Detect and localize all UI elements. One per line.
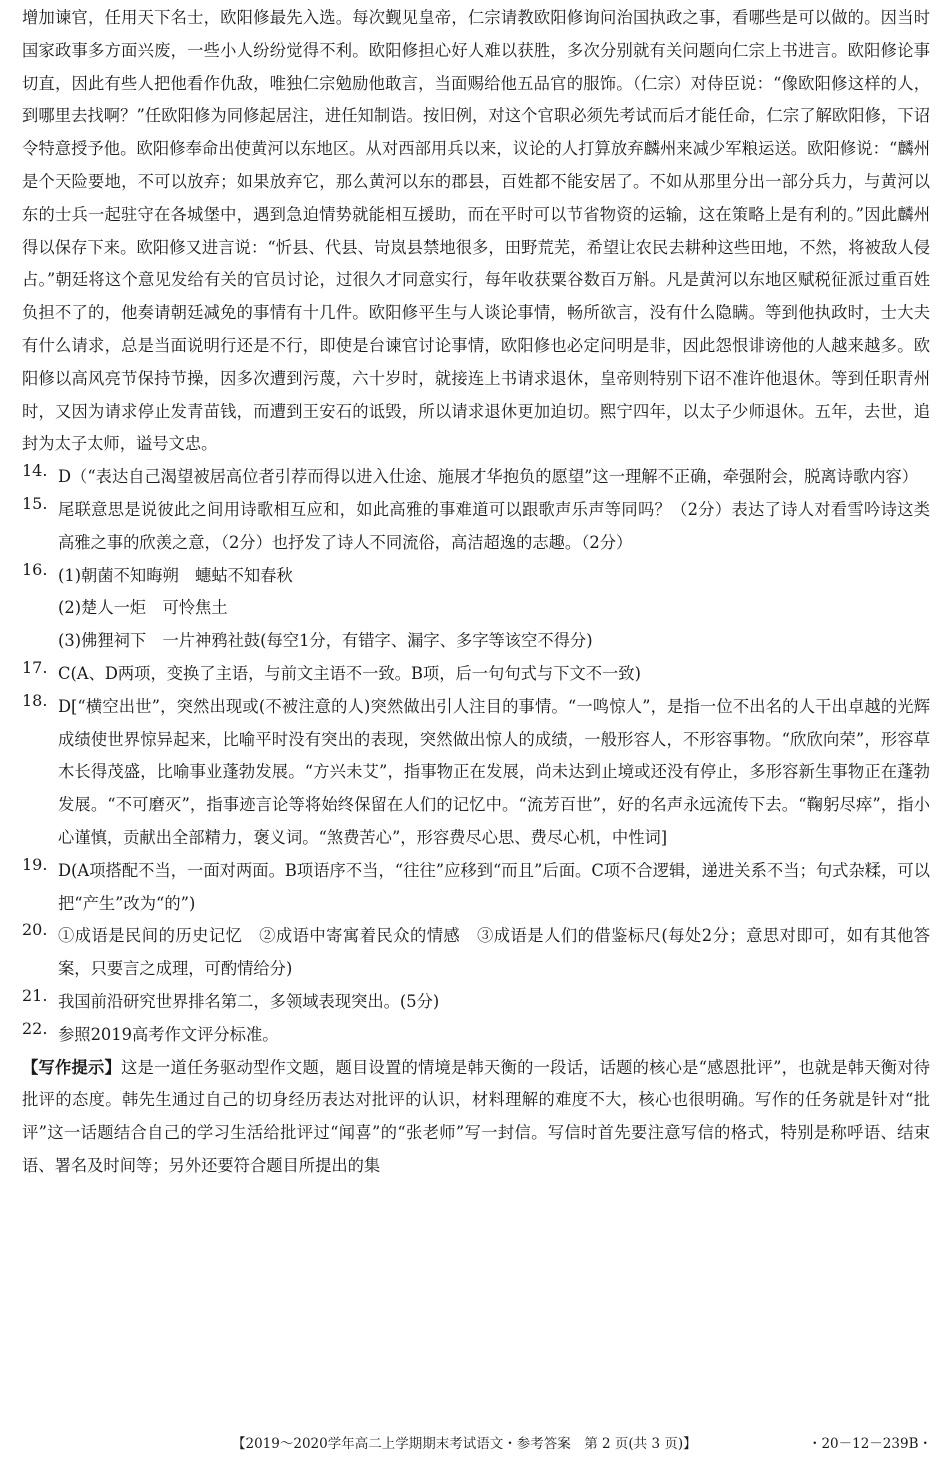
footer-code: ・20－12－239B・ xyxy=(807,1436,932,1452)
answer-item-20 xyxy=(22,920,930,986)
item-text: D[“横空出世”，突然出现或(不被注意的人)突然做出引人注目的事情。“一鸣惊人”，是指一位不出名的人干出卓越的光辉成绩使世界惊异起来，比喻平时没有突出的表现，突然做出惊人的成绩，一般形容人，不形容事物。“欣欣向荣”，形容草木长得茂盛，比喻事业蓬勃发展。“方兴未艾”，指事物正在发展，尚未达到止境或还没有停止，多形容新生事物正在蓬勃发展。“不可磨灭”，指事迹言论等将始终保留在人们的记忆中。“流芳百世”，好的名声永远流传下去。“鞠躬尽瘁”，指小心谨慎，贡献出全部精力，褒义词。“煞费苦心”，形容费尽心思、费尽心机，中性词] xyxy=(58,696,930,847)
item-number: 21. xyxy=(22,985,48,1005)
answer-item-21 xyxy=(22,986,930,1019)
item-number: 20. xyxy=(22,920,48,940)
item-number: 22. xyxy=(22,1018,48,1038)
item-number: 17. xyxy=(22,657,48,677)
item-line: (3)佛狸祠下 一片神鸦社鼓(每空1分，有错字、漏字、多字等该空不得分) xyxy=(58,631,593,651)
translation-continuation: 增加谏官，任用天下名士，欧阳修最先入选。每次觐见皇帝，仁宗请教欧阳修询问治国执政之事，看哪些是可以做的。因当时国家政事多方面兴废，一些小人纷纷觉得不利。欧阳修担心好人难以获胜，多次分别就有关问题向仁宗上书进言。欧阳修论事切直，因此有些人把他看作仇敌，唯独仁宗勉励他敢言，当面赐给他五品官的服饰。（仁宗）对侍臣说：“像欧阳修这样的人，到哪里去找啊？”任欧阳修为同修起居注，进任知制诰。按旧例，对这个官职必须先考试而后才能任命，仁宗了解欧阳修，下诏令特意授予他。欧阳修奉命出使黄河以东地区。从对西部用兵以来，议论的人打算放弃麟州来减少军粮运送。欧阳修说：“麟州是个天险要地，不可以放弃；如果放弃它，那么黄河以东的郡县，百姓都不能安居了。不如从那里分出一部分兵力，与黄河以东的士兵一起驻守在各城堡中，遇到急迫情势就能相互援助，而在平时可以节省物资的运输，这在策略上是有利的。”因此麟州得以保存下来。欧阳修又进言说：“忻县、代县、岢岚县禁地很多，田野荒芜，希望让农民去耕种这些田地，不然，将被敌人侵占。”朝廷将这个意见发给有关的官员讨论，过很久才同意实行，每年收获粟谷数百万斛。凡是黄河以东地区赋税征派过重百姓负担不了的，他奏请朝廷减免的事情有十几件。欧阳修平生与人谈论事情，畅所欲言，没有什么隐瞒。等到他执政时，士大夫有什么请求，总是当面说明行还是不行，即使是台谏官讨论事情，欧阳修也必定问明是非，因此怨恨诽谤他的人越来越多。欧阳修以高风亮节保持节操，因多次遭到污蔑，六十岁时，就接连上书请求退休，皇帝则特别下诏不准许他退休。等到任职青州时，又因为请求停止发青苗钱，而遭到王安石的诋毁，所以请求退休更加迫切。熙宁四年，以太子少师退休。五年，去世，追封为太子太师，谥号文忠。 xyxy=(22,8,930,454)
item-number: 15. xyxy=(22,493,48,513)
answer-item-22 xyxy=(22,1019,930,1052)
item-number: 19. xyxy=(22,854,48,874)
item-text: ①成语是民间的历史记忆 ②成语中寄寓着民众的情感 ③成语是人们的借鉴标尺(每处2分；意思对即可，如有其他答案，只要言之成理，可酌情给分) xyxy=(58,926,930,979)
item-number: 16. xyxy=(22,559,48,579)
answer-item-19 xyxy=(22,855,930,921)
writing-hint-label: 【写作提示】 xyxy=(22,1057,122,1077)
item-text: 我国前沿研究世界排名第二，多领域表现突出。(5分) xyxy=(58,991,440,1011)
answer-item-17 xyxy=(22,658,930,691)
writing-hint-text: 这是一道任务驱动型作文题，题目设置的情境是韩天衡的一段话，话题的核心是“感恩批评”，也就是韩天衡对待批评的态度。韩先生通过自己的切身经历表达对批评的认识，材料理解的难度不大，核心也很明确。写作的任务就是针对“批评”这一话题结合自己的学习生活给批评过“闻喜”的“张老师”写一封信。写信时首先要注意写信的格式，特别是称呼语、结束语、署名及时间等；另外还要符合题目所提出的集 xyxy=(22,1057,930,1175)
item-text: D（“表达自己渴望被居高位者引荐而得以进入仕途、施展才华抱负的愿望”这一理解不正确，牵强附会，脱离诗歌内容） xyxy=(58,467,919,487)
footer-page-info: 【2019～2020学年高二上学期期末考试语文・参考答案 第 2 页(共 3 页)】 xyxy=(232,1436,697,1452)
item-line: (1)朝菌不知晦朔 蟪蛄不知春秋 xyxy=(58,565,293,585)
answer-item-14 xyxy=(22,461,930,494)
item-number: 18. xyxy=(22,690,48,710)
item-text: D(A项搭配不当，一面对两面。B项语序不当，“往往”应移到“而且”后面。C项不合逻辑，递进关系不当；句式杂糅，可以把“产生”改为“的”) xyxy=(58,860,930,913)
answer-item-15 xyxy=(22,494,930,560)
answer-item-16 xyxy=(22,560,930,658)
item-number: 14. xyxy=(22,461,48,481)
writing-hint xyxy=(22,1052,930,1183)
item-text: 参照2019高考作文评分标准。 xyxy=(58,1024,279,1044)
item-text: 尾联意思是说彼此之间用诗歌相互应和，如此高雅的事难道可以跟歌声乐声等同吗？（2分）表达了诗人对看雪吟诗这类高雅之事的欣羡之意，（2分）也抒发了诗人不同流俗，高洁超逸的志趣。（2分） xyxy=(58,499,930,552)
answer-item-18 xyxy=(22,691,930,855)
item-text: C(A、D两项，变换了主语，与前文主语不一致。B项，后一句句式与下文不一致) xyxy=(58,663,641,683)
item-line: (2)楚人一炬 可怜焦土 xyxy=(58,598,228,618)
answer-page xyxy=(22,0,930,1183)
